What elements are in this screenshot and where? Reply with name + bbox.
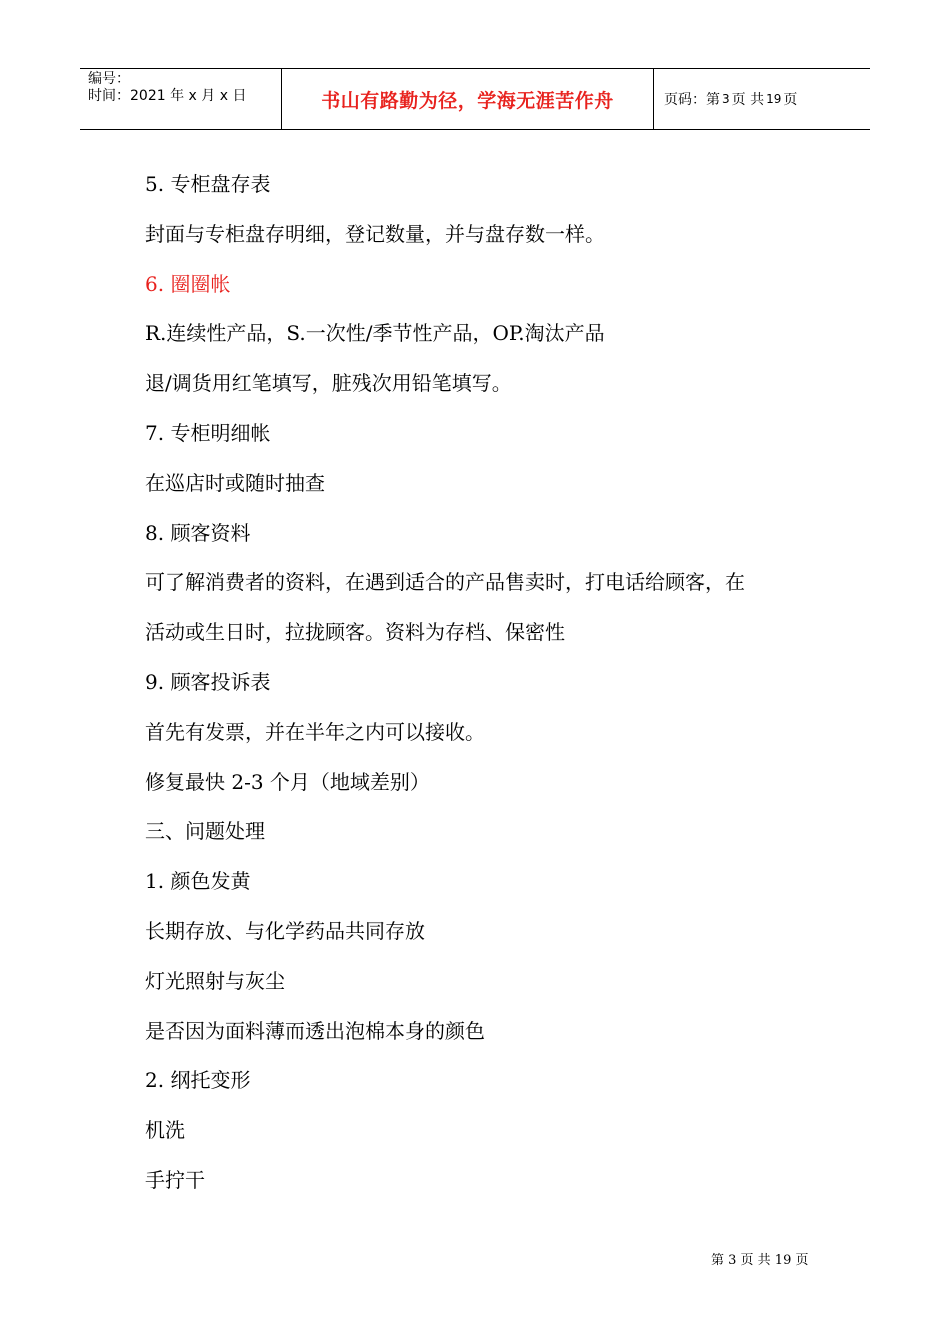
body-line: 手拧干 — [145, 1167, 205, 1192]
time-label: 时间：2021 年 x 月 x 日 — [88, 88, 247, 104]
section-heading-2: 2. 纲托变形 — [145, 1068, 251, 1093]
body-line: 机洗 — [145, 1118, 185, 1143]
motto: 书山有路勤为径，学海无涯苦作舟 — [321, 89, 614, 112]
body-line: 是否因为面料薄而透出泡棉本身的颜色 — [145, 1018, 485, 1043]
page-footer: 第 3 页 共 19 页 — [711, 1253, 809, 1268]
section-heading-8: 8. 顾客资料 — [145, 520, 251, 545]
body-line: 灯光照射与灰尘 — [145, 968, 285, 993]
number-label: 编号： — [88, 71, 130, 87]
document-body — [145, 160, 845, 1206]
header-motto-cell — [282, 69, 654, 129]
section-heading-7: 7. 专柜明细帐 — [145, 420, 271, 445]
body-line: 修复最快 2-3 个月（地域差别） — [145, 769, 430, 794]
section-heading-5: 5. 专柜盘存表 — [145, 172, 271, 196]
page-suffix: 页 — [783, 92, 798, 108]
section-heading-9: 9. 顾客投诉表 — [145, 669, 271, 694]
body-line: R.连续性产品，S.一次性/季节性产品，OP.淘汰产品 — [145, 321, 605, 346]
page-mid: 页 共 — [731, 92, 765, 108]
page-current: 3 — [722, 92, 730, 106]
chapter-heading-3: 三、问题处理 — [145, 819, 265, 844]
body-line: 在巡店时或随时抽查 — [145, 470, 325, 495]
header-meta — [80, 69, 282, 129]
body-line: 活动或生日时，拉拢顾客。资料为存档、保密性 — [145, 620, 565, 645]
page-total: 19 — [766, 92, 782, 106]
body-line: 退/调货用红笔填写，脏残次用铅笔填写。 — [145, 371, 512, 396]
page-header — [80, 68, 870, 130]
body-line: 封面与专柜盘存明细，登记数量，并与盘存数一样。 — [145, 221, 605, 246]
body-line: 长期存放、与化学药品共同存放 — [145, 918, 425, 943]
page-prefix: 页码：第 — [664, 92, 720, 108]
section-heading-6: 6. 圈圈帐 — [145, 271, 231, 296]
header-page-number — [654, 69, 870, 129]
body-line: 首先有发票，并在半年之内可以接收。 — [145, 719, 485, 744]
section-heading-1: 1. 颜色发黄 — [145, 869, 251, 894]
body-line: 可了解消费者的资料，在遇到适合的产品售卖时，打电话给顾客，在 — [145, 570, 745, 595]
